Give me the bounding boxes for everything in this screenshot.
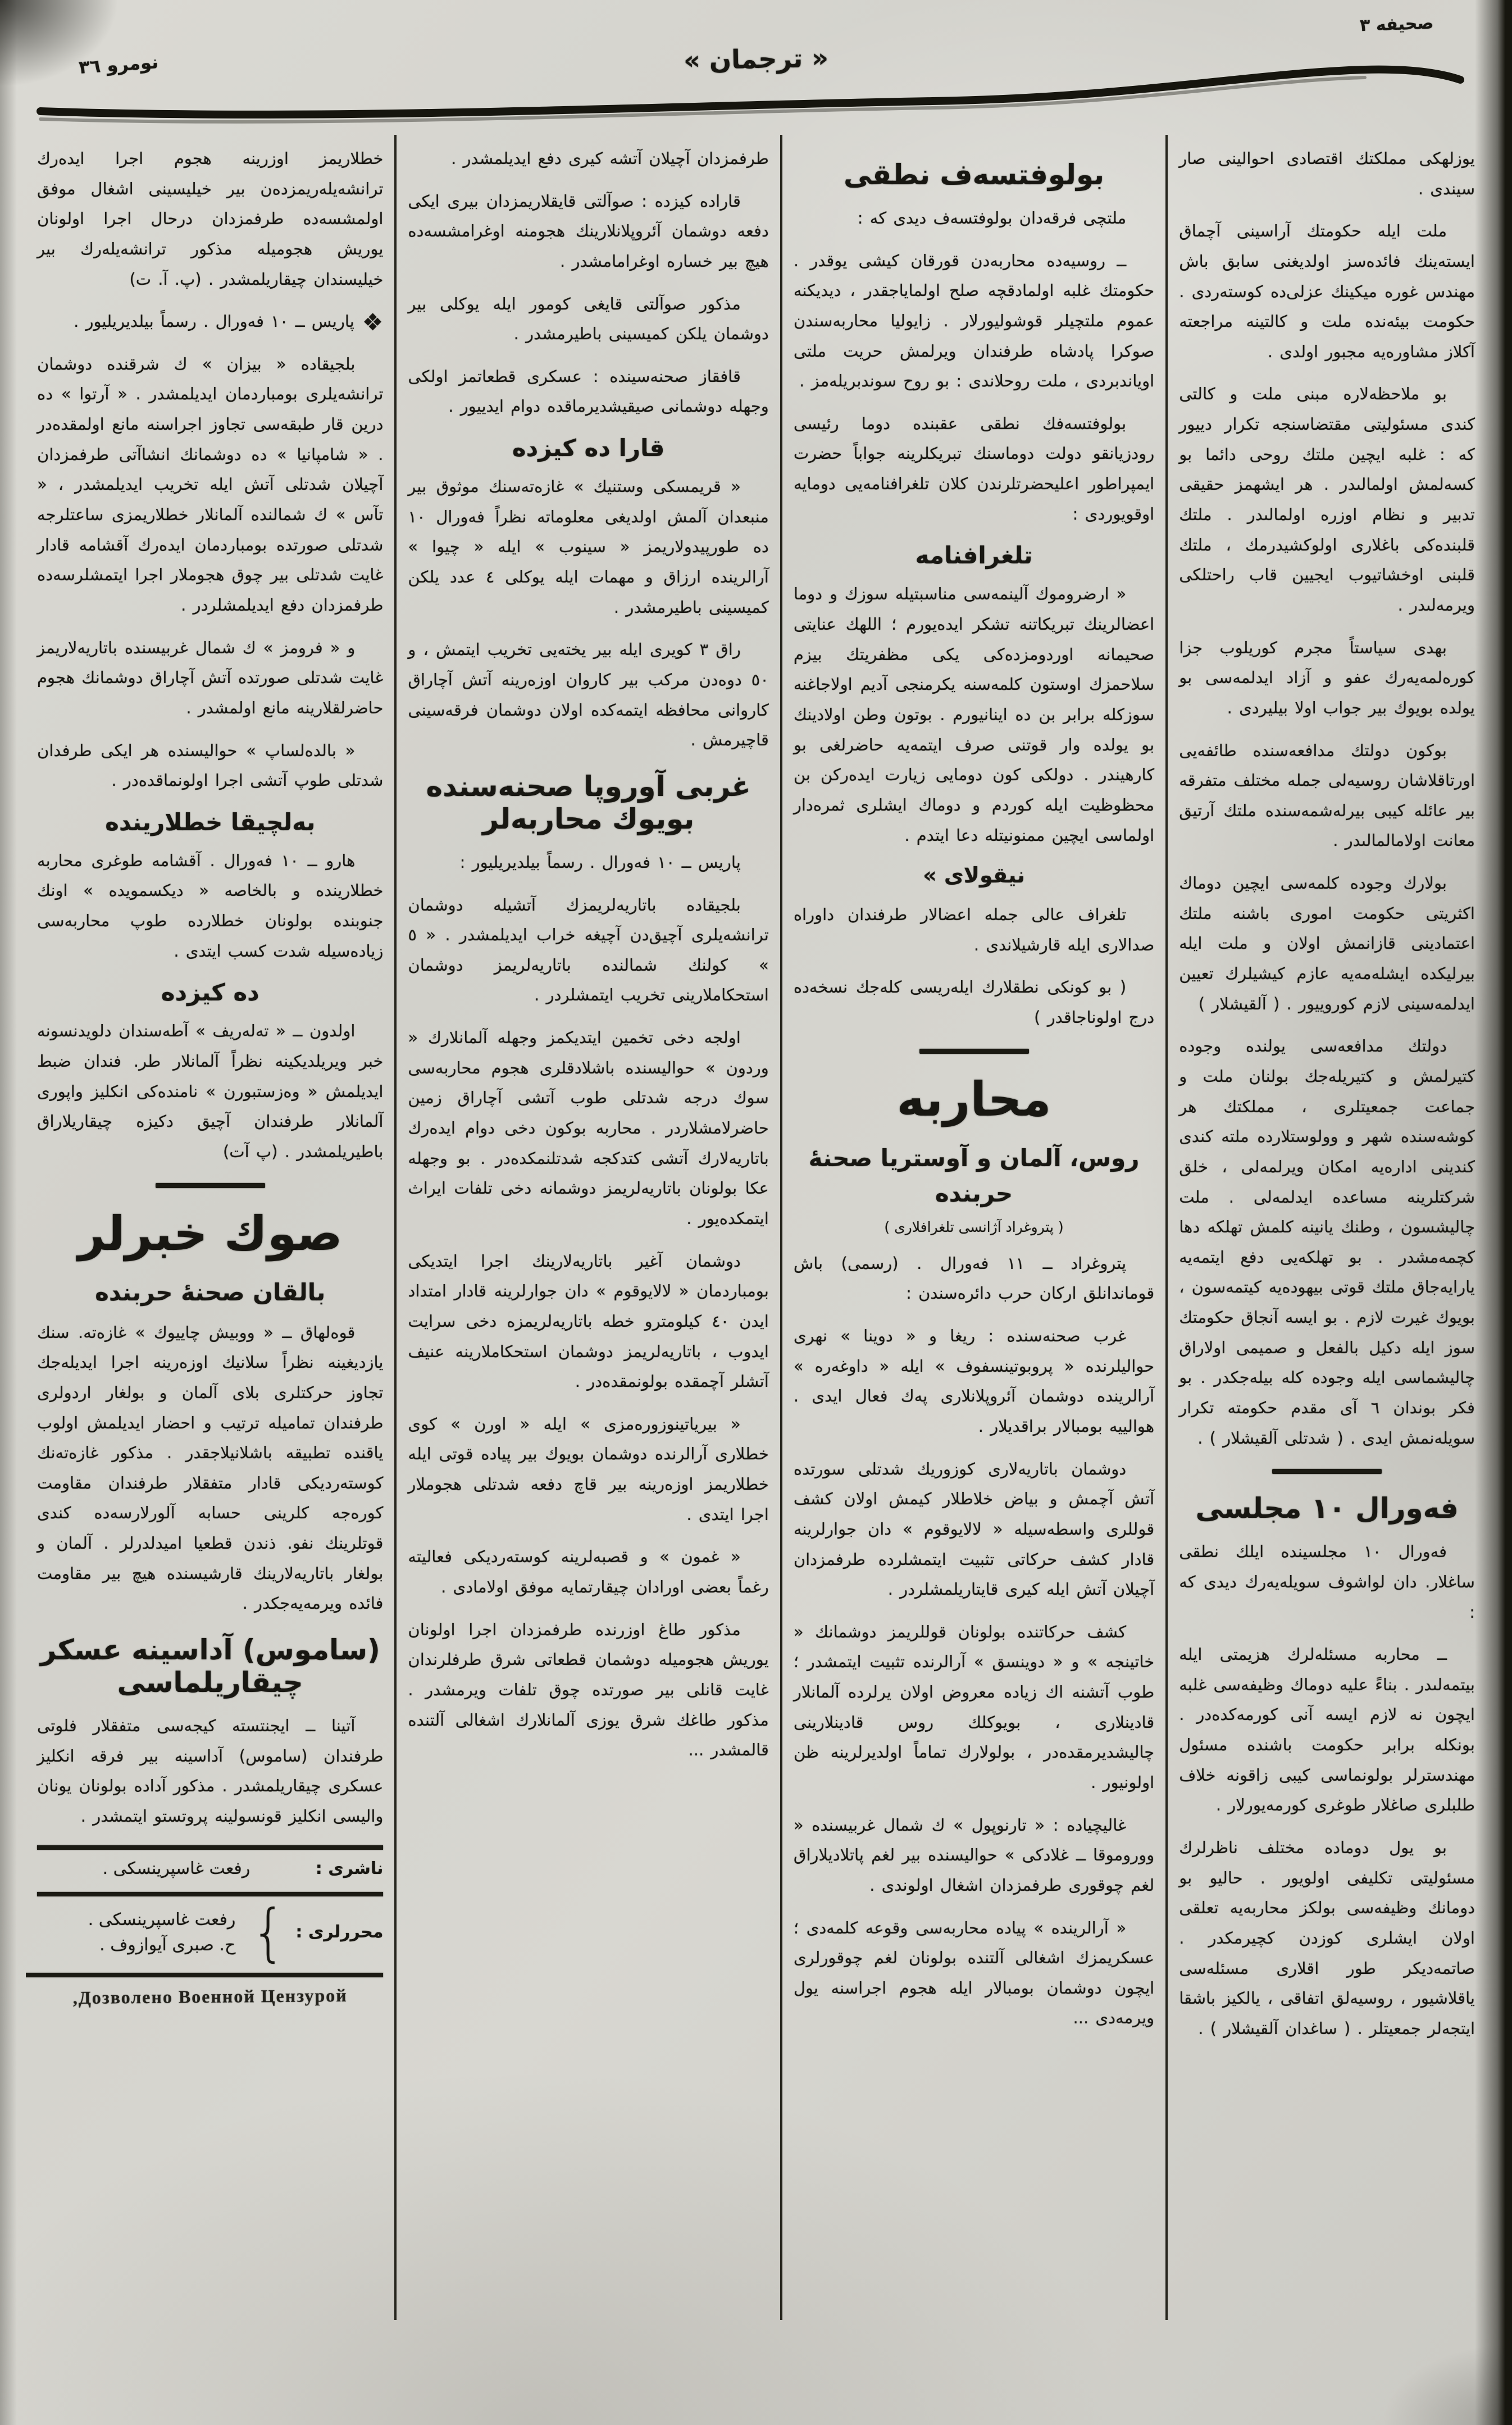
article-paragraph: بو ملاحظه‌لاره مبنى ملت و كالتى كندى مسئوليتى مقتضاسنجه تكرار دييور كه : غلبه ايچين ملتك روحى دائما بو كسه‌لمش اولمالىدر . هر ايشهمز حقيقى تدبير و نظام اوزره اولمالىدر . ملتك قلبنده‌كى باغلارى اولوكشيدرمك ، ملتك قلبنى اوخشاتيوب ايجيين قاب راحتلكى ويرمه‌لىدر .	[1179, 384, 1475, 615]
article-paragraph: ( بو كونكى نطقلارك ايله‌ريسى كله‌جك نسخه‌ده درج اولوناجاقدر )	[793, 977, 1155, 1027]
article-paragraph: ملت ايله حكومتك آراسينى آچماق ايسته‌ينك فائده‌سز اولديغنى سابق باش مهندس غوره ميكينك عزلى‌ده كوسته‌ردى . حكومت بيئه‌نده ملت و كالتينه مراجعته آكلاز مشاوره‌يه مجبور اولدى .	[1179, 221, 1475, 361]
footer-rule-long	[26, 1973, 383, 1977]
article-paragraph: « ارضروموك آلينمه‌سى مناسبتيله سوزك و دوما اعضالرينك تبريكاتنه تشكر ايده‌يورم ؛ اللهك عنايتى صحيمانه اوردومزده‌كى يكى مظفريتك بيزم سلاحمزك اوستون كلمه‌سنه يكرمنجى آديم اولاجاغنه سوزكله برابر بن ده اينانيورم . بوتون وطن اولادينك بو يولده وار قوتنى صرف ايتمه‌يه حاضرلغى بو كارهيندر . دولكى كون دومايى زيارت ايده‌ركن بن محظوظيت ايله كوردم و دوماك ايشلرى ثمره‌دار اولماسى ايچين ممنونيتله دعا ايتدم .	[793, 584, 1155, 845]
article-paragraph: « بيرياتينوزوره‌مزى » ايله « اورن » كوى خطلارى آرالرنده دوشمان بويوك بير پياده قوتى ايله خطلاريمز اوزه‌رينه بير قاچ دفعه شدتلى هجوملار اجرا ايتدى .	[408, 1414, 769, 1524]
publisher-label: ناشرى :	[315, 1858, 384, 1878]
article-paragraph: بوكون دولتك مدافعه‌سنده طائفه‌يى اورتاقلاشان روسيه‌لى جمله مختلف متفرقه بير عائله كيبى بيرله‌شمه‌سنده ملتك آرتيق معانت اولامالمالىدر .	[1179, 740, 1475, 850]
editor-name: رفعت غاسپرينسكى .	[88, 1909, 236, 1930]
article-paragraph: آتينا ــ ايجنتسته كيجه‌سى متفقلار فلوتى طرفندان (ساموس) آداسينه بير فرقه انكليز عسكرى چيقاريلمشدر . مذكور آداده بولونان يونان واليسى انكليز قونسولينه پروتستو ايتمشدر .	[37, 1716, 384, 1826]
scan-edge-right	[1475, 0, 1512, 2425]
article-subhead: بالقان صحنهٔ حربنده	[95, 1278, 326, 1306]
article-paragraph: « غمون » و قصبه‌لرينه كوسته‌رديكى فعاليته رغماً بعضى اورادان چيقارتمايه موفق اولامادى .	[408, 1547, 769, 1596]
article-paragraph: غرب صحنه‌سنده : ريغا و « دوينا » نهرى حواليلرنده « پروبوتينسفوف » ايله « داوغەره » آرالرينده دوشمان آئروپلانلارى پەك فعال ايدى . هوالييه بومبالار براقديلار .	[793, 1326, 1155, 1436]
publisher-row	[37, 1859, 383, 1878]
column-3	[397, 135, 782, 2320]
agency-credit: ( پتروغراد آژانسى تلغرافلارى )	[884, 1218, 1064, 1235]
article-paragraph: طرفمزدان آچيلان آتشه كيرى دفع ايديلمشدر .	[451, 149, 769, 168]
censor-line: Дозволено Военной Цензурой,	[72, 1985, 348, 2008]
section-divider	[919, 1049, 1029, 1054]
dateline-text: پاريس ــ ١٠ فەورال . رسماً بيلديريليور .	[74, 312, 354, 331]
article-paragraph: اولجه دخى تخمين ايتديكمز وجهله آلمانلارك « وردون » حواليسنده باشلادقلرى هجوم محاربه‌سى سوك درجه شدتلى طوب آتشى آچاراق زمين حاضرلامشلاردر . محاربه بوكون دخى دوام ايده‌رك باتاريه‌لارك آتشى كتدكجه شدتلنمكده‌در . بو وجهله عكا بولونان باتاريه‌لريمز دوشمانه دخى تلفات ايراث ايتمكده‌يور .	[408, 1028, 769, 1228]
column-2	[782, 135, 1168, 2320]
article-paragraph: بو يول دوماده مختلف ناظرلرك مسئوليتى تكليفى اولويور . حاليو بو دومانك وظيفه‌سى بولكز محاربه‌يه تعلقى اولان ايشلرى كوزدن كچيرمكدر . صاتمه‌ديكر طور اقلارى مسئله‌سى ياقلاشيور ، روسيه‌لق اتفاقى ، يالكيز باشقا ايتجه‌لر جمعيتلر . ( ساغدان آلقيشلار ) .	[1179, 1838, 1475, 2038]
article-paragraph: هارو ــ ١٠ فەورال . آقشامه طوغرى محاربه خطلارينده و بالخاصه « ديكسمويده » اونك جنوبنده بولونان خطلارده طوپ محاربه‌سى زياده‌سيله شدت كسب ايتدى .	[37, 850, 384, 961]
editors-row	[37, 1896, 384, 1968]
article-paragraph: ــ روسيه‌ده محاربه‌دن قورقان كيشى يوقدر . حكومتك غلبه اولمادقچه صلح اولماياجقدر ، ديديكنه عموم ملتچيلر قوشوليورلار . زايوليا محاربه‌سندن صوكرا پادشاه طرفندان ويرلمش حريت ملتى اوياندبردى ، ملت روحلاندى : بو روح سوندبريله‌مز .	[793, 251, 1155, 391]
article-paragraph: راق ٣ كويرى ايله بير يخته‌يى تخريب ايتمش ، و ٥٠ دوه‌دن مركب بير كاروان اوزه‌رينه آتش آچاراق كاروانى محافظه ايتمه‌كده اولان دوشمان فرقه‌سينى قاچيرمش .	[408, 640, 769, 750]
headline-large: محاربه	[896, 1071, 1051, 1127]
article-paragraph: مذكور طاغ اوزرنده طرفمزدان اجرا اولونان يوريش هجوميله دوشمان قطعاتى شرق طرفلرندان غايت قانلى بير صورتده چوق تلفات ويرمشدر . مذكور طاغك شرق يوزى آلمانلارك اشغالى آلتنده قالمشدر ...	[408, 1619, 769, 1760]
editors-label: محررلرى :	[295, 1922, 384, 1942]
headline-medium: فەورال ١٠ مجلسى	[1195, 1492, 1459, 1525]
article-paragraph: تلغراف عالى جمله اعضالار طرفندان داوراه صدالارى ايله قارشيلاندى .	[793, 905, 1155, 954]
column-1-rightmost	[1168, 135, 1486, 2320]
article-paragraph: فەورال ١٠ مجلسينده ايلك نطقى ساغلار. دان لواشوف سويله‌يه‌رك ديدى كه :	[1179, 1542, 1475, 1622]
page-header	[0, 0, 1512, 134]
article-paragraph: « قريمسكى وستنيك » غازه‌ته‌سنك موثوق بير منبعدان آلمش اولديغى معلوماته نظراً فەورال ١٠ ده طورپيدولاريمز « سينوب » ايله « چيوا » آرالرينده ارزاق و مهمات ايله يوكلى ٤ عدد يلكن كميسينى باطيرمشدر .	[408, 477, 769, 617]
masthead-title: « ترجمان »	[683, 42, 829, 76]
article-paragraph: كشف حركاتنده بولونان قوللريمز دوشمانك « خاتينجه » و « دوينسق » آرالرنده تثبيت ايتمشدر ؛ طوب آتشنه اك زياده معروض اولان يرلرده آلمانلار قادينلارى ، بويوكلك روس قادينلارينى چاليشديرمقده‌در ، بولولارك تماماً اولديرلرينه ظن اولونيور .	[793, 1622, 1155, 1792]
article-paragraph: پاريس ــ ١٠ فەورال . رسماً بيلديريليور :	[459, 852, 741, 872]
section-heading: ده كيزده	[161, 979, 259, 1007]
signature-line: نيقولاى »	[923, 863, 1025, 888]
section-divider	[1272, 1469, 1382, 1474]
article-paragraph: غاليچياده : « تارنوپول » ك شمال غربيسنده « ووروموقا ــ غلادكى » حواليسنده بير لغم پاتلاديلاراق لغم چوقورى طرفمزدان اشغال اولوندى .	[793, 1815, 1155, 1895]
article-paragraph: ملتچى فرقه‌دان بولوفتسه‌ف ديدى كه :	[857, 208, 1127, 228]
article-paragraph: اولدون ــ « تەلەريف » آطه‌سندان دلويدنسونه خبر ويريلديكينه نظراً آلمانلار طر. فندان ضبط ايديلمش « وەزستبورن » نامنده‌كى انكليز واپورى آلمانلار طرفندان آچيق دكيزه چيقاريلاراق باطيريلمشدر . (پ آت)	[37, 1021, 384, 1161]
masthead-rule	[0, 56, 1512, 135]
section-heading: بەلچيقا خطلارينده	[105, 808, 316, 836]
column-4-leftmost	[26, 135, 397, 2320]
article-paragraph: قاراده كيزده : صوآلتى قايقلاريمزدان بيرى ايكى دفعه دوشمان آئروپلانلارينك هجومنه اوغرامشسه‌ده هيچ بير خساره اوغرامامشدر .	[408, 191, 769, 271]
headline-medium: غربى آوروپا صحنه‌سنده بويوك محاربه‌لر	[426, 770, 751, 835]
editor-name: ح. صبرى آيوازوف .	[99, 1935, 236, 1955]
brace-glyph: {	[251, 1896, 286, 1968]
column-layout	[26, 135, 1486, 2320]
headline-large: صوك خبرلر	[78, 1205, 343, 1261]
editor-names	[88, 1910, 236, 1955]
article-paragraph: بولارك وجوده كلمه‌سى ايچين دوماك اكثريتى حكومت امورى باشنه ملتك اعتمادينى قازانمش اولان و ملت ايله بيرليكده ايشله‌مەيه عازم كيشيلرك تعيين ايدلمه‌سينى لازم كوروييور . ( آلقيشلار )	[1179, 873, 1475, 1013]
article-paragraph: بلجيقاده « بيزان » ك شرقنده دوشمان ترانشه‌يلرى بومباردمان ايديلمشدر . « آرتوا » ده درين قار طبقه‌سى تجاوز اجراسنه مانع اولمقده‌در . « شامپانيا » ده دوشمانك انشاآتى طرفمزدان آچيلان شدتلى آتش ايله تخريب ايديلمشدر ، « تآس » ك شمالنده آلمانلار خطلاريمزى ساعتلرجه شدتلى صورتده بومباردمان ايده‌رك آقشامه قادار غايت شدتلى بير چوق هجوملار اجرا ايتمشلرسه‌ده طرفمزدان دفع ايديلمشلردر .	[37, 354, 384, 615]
article-paragraph: و « فرومز » ك شمال غربيسنده باتاريه‌لاريمز غايت شدتلى صورتده آتش آچاراق دوشمانك هجوم حاضرلقلارينه مانع اولمشدر .	[37, 638, 384, 717]
article-paragraph: دوشمان باتاريه‌لارى كوزوريك شدتلى سورتده آتش آچمش و بياض خلاطلار كيمش اولان كشف قوللرى واسطه‌سيله « لالايوقوم » دان جوارلرينه قادار كشف حركاتى تثبيت ايتمشلرده طرفمزدان آچيلان آتش ايله كيرى قايتاريلمشلردر .	[793, 1459, 1155, 1599]
section-divider	[156, 1183, 265, 1188]
article-paragraph	[37, 307, 383, 337]
issue-number-label: نومرو ٣٦	[78, 51, 160, 78]
article-paragraph: پتروغراد ــ ١١ فەورال . (رسمى) باش قوماندانلق اركان حرب دائره‌سندن :	[793, 1253, 1155, 1303]
article-paragraph: بلجيقاده باتاريه‌لريمزك آتشيله دوشمان ترانشه‌يلرى آچيق‌دن آچيغه خراب ايديلمشدر . « ٥ » كولنك شمالنده باتاريه‌لريمز دوشمان استحكاملارينى تخريب ايتمشلردر .	[408, 895, 769, 1005]
article-paragraph: دوشمان آغير باتاريه‌لارينك اجرا ايتديكى بومباردمان « لالايوقوم » دان جوارلرينه قادار امتداد ايدن ٤٠ كيلومترو خطه باتاريه‌لريمزه دخى سرايت ايدوب ، باتاريه‌لريمز دوشمان استحكاملارينه عنيف آتشلر آچمقده بولونمقده‌در .	[408, 1251, 769, 1391]
article-subhead: روس، آلمان و آوستريا صحنهٔ حربنده	[808, 1144, 1140, 1207]
footer-rule	[37, 1892, 383, 1896]
page-number-label: صحيفه ٣	[1359, 13, 1434, 36]
footer-rule	[37, 1845, 383, 1850]
article-paragraph: « بالده‌لساپ » حواليسنده هر ايكى طرفدان شدتلى طوپ آتشى اجرا اولونماقده‌در .	[37, 740, 384, 790]
article-paragraph: « آرالرينده » پياده محاربه‌سى وقوعه كلمه‌دى ؛ عسكريمزك اشغالى آلتنده بولونان لغم چوقورلرى ايچون دوشمان بومبالار ايله هجوم اجراسنه يول ويرمه‌دى ...	[793, 1918, 1155, 2028]
headline-medium: (ساموس) آداسينه عسكر چيقاريلماسى	[40, 1633, 380, 1699]
article-paragraph: ــ محاربه مسئله‌لرك هزيمتى ايله بيتمه‌لىدر . بناءً عليه دوماك وظيفه‌سى غلبه ايچون نه لازم ايسه آنى كورمه‌كده‌در . بونكله برابر حكومت باشنده مسئول مهندسترلر بولونماسى كيبى زاقونه خلاف طلبلرى صاغلار طوغرى كورمه‌يورلار .	[1179, 1645, 1475, 1815]
ornament-icon: ❖	[362, 308, 384, 336]
headline-medium: بولوفتسه‌ف نطقى	[843, 158, 1105, 191]
article-paragraph: دولتك مدافعه‌سى يولنده وجوده كتيرلمش و كتيريله‌جك بولنان ملت و جماعت جمعيتلرى ، مملكتك هر كوشه‌سنده شهر و وولوستلارده ملته كندى كندينى اداره‌يه امكان ويرلمه‌لى ، خلق شركتلرينه مساعده ايدلمه‌لى . ملت چاليشسون ، وطنك يانينه كلمش تهلكه دها كچمه‌مشدر . بو تهلكه‌يى دفع ايتمه‌يه يارايه‌جاق ملتك قوتى بيهوده‌يه كيتمه‌سون ، بويوك غيرت لازم . بو ايسه آنجاق حكومتك سوز ايله دكيل بالفعل و صميمى اولاراق چاليشماسى ايله وجوده كله بيله‌جكدر . بو فكر بوندان ٦ آى مقدم حكومته تكرار سويله‌نمش ايدى . ( شدتلى آلقيشلار ) .	[1179, 1036, 1475, 1448]
publisher-name: رفعت غاسپرينسكى .	[102, 1858, 251, 1878]
section-heading: تلغرافنامه	[915, 542, 1033, 570]
scan-edge-left	[0, 0, 17, 2425]
article-paragraph: بولوفتسه‌فك نطقى عقبنده دوما رئيسى رودزيانقو دولت دوماسنك تبريكلرينه جواباً حضرت ايمپراطور اعليحضرتلرندن كلان تلغرافنامه‌يى دومايه اوقويوردى :	[793, 413, 1155, 524]
article-paragraph: قوه‌لهاق ــ « ووبيش چاييوك » غازه‌ته. سنك يازديغينه نظراً سلانيك اوزه‌رينه اجرا ايديله‌جك تجاوز حركتلرى بلاى آلمان و بولغار اردولرى طرفندان تماميله ترتيب و احضار ايديلمش اولوب ياقنده تطبيقه باشلانيلاجقدر . مذكور غازه‌ته‌نك كوسته‌رديكى قادار متفقلار طرفندان مقاومت كوره‌جه كلرينى حسابه آلورلارسه‌ده كندى قوتلرينك نفو. ذندن قطعيا اميدلدرلر . آلمان و بولغار باتاريه‌لارينك قارشيسنده هيچ بير مقاومت فائده ويرمه‌يه‌جكدر .	[37, 1322, 384, 1613]
article-paragraph: يوزلهكى مملكتك اقتصادى احوالينى صار سيندى .	[1179, 149, 1475, 198]
article-paragraph: قافقاز صحنه‌سينده : عسكرى قطعاتمز اولكى وجهله دوشمانى صيقيشديرماقده دوام ايدييور .	[408, 366, 769, 416]
article-paragraph: مذكور صوآلتى قايغى كومور ايله يوكلى بير دوشمان يلكن كميسينى باطيرمشدر .	[408, 294, 769, 344]
article-paragraph: خطلاريمز اوزرينه هجوم اجرا ايده‌رك ترانشه‌يلەريمزدەن بير خيليسينى اشغال موفق اولمشسه‌ده طرفمزدان درحال اجرا اولونان يوريش هجوميله مذكور ترانشه‌يلەرك بير خيليسندان چيقاريلمشدر . (پ. آ. ت)	[37, 149, 384, 289]
section-heading: قارا ده كيزده	[512, 434, 665, 462]
article-paragraph: بهدى سياستاً مجرم كوريلوب جزا كوره‌لمەيەرك عفو و آزاد ايدلمه‌سى بو يولده بويوك بير جواب اولا بيليردى .	[1179, 638, 1475, 717]
